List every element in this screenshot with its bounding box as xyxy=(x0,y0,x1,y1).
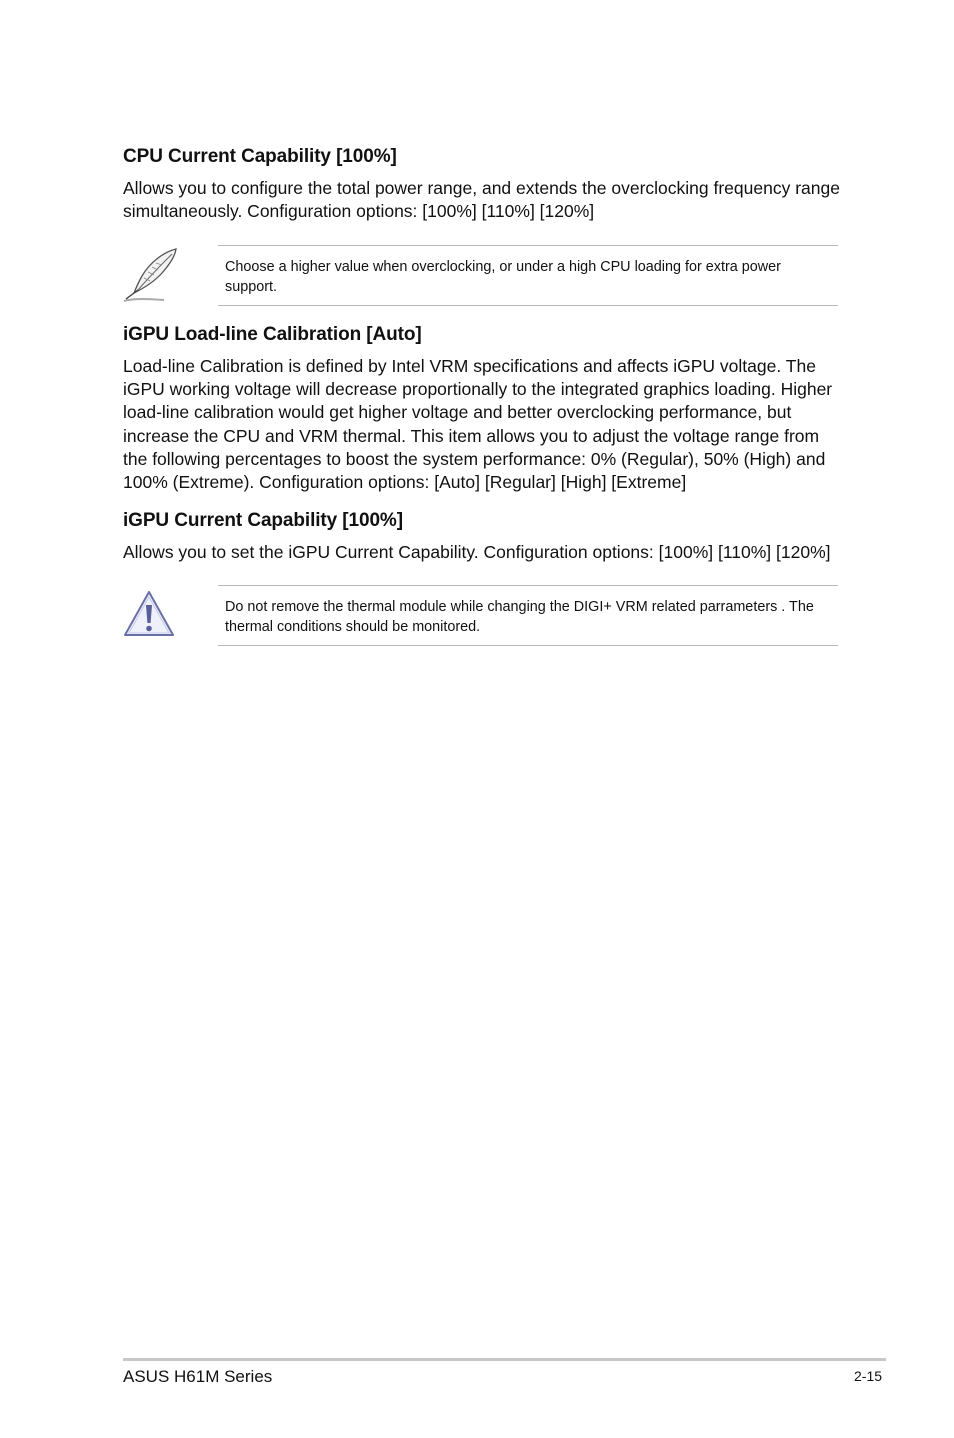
body-igpu-load-line-calibration: Load-line Calibration is defined by Intel VRM specifications and affects iGPU voltage. The iGPU working voltage will decrease proportionally to the integrated graphics loading. Higher load-line calibration would get higher voltage and better overclocking performance, but increase the CPU and VRM thermal. This item allows you to adjust the voltage range from the following percentages to boost the system performance: 0% (Regular), 50% (High) and 100% (Extreme). Configuration options: [Auto] [Regular] [High] [Extreme] xyxy=(123,356,833,493)
warning-note-top-rule xyxy=(218,585,838,586)
warning-note-text: Do not remove the thermal module while changing the DIGI+ VRM related parrameters . The thermal conditions should be monitored. xyxy=(225,599,814,635)
feather-pen-icon xyxy=(120,246,182,309)
warning-triangle-icon xyxy=(122,589,176,644)
warning-note-bottom-rule xyxy=(218,645,838,646)
body-igpu-current-capability: Allows you to set the iGPU Current Capability. Configuration options: [100%] [110%] [120%] xyxy=(123,542,831,562)
footer-product-name: ASUS H61M Series xyxy=(123,1367,273,1386)
footer-page-number: 2-15 xyxy=(854,1368,883,1384)
body-cpu-current-capability: Allows you to configure the total power range, and extends the overclocking frequency range simultaneously. Configuration options: [100%] [110%] [120%] xyxy=(123,178,840,222)
heading-igpu-current-capability: iGPU Current Capability [100%] xyxy=(123,510,403,531)
tip-note-bottom-rule xyxy=(218,305,838,306)
heading-igpu-load-line-calibration: iGPU Load-line Calibration [Auto] xyxy=(123,324,422,345)
heading-cpu-current-capability: CPU Current Capability [100%] xyxy=(123,146,397,167)
tip-note-text: Choose a higher value when overclocking, or under a high CPU loading for extra power support. xyxy=(225,259,781,295)
footer-rule xyxy=(123,1358,886,1361)
tip-note-top-rule xyxy=(218,245,838,246)
